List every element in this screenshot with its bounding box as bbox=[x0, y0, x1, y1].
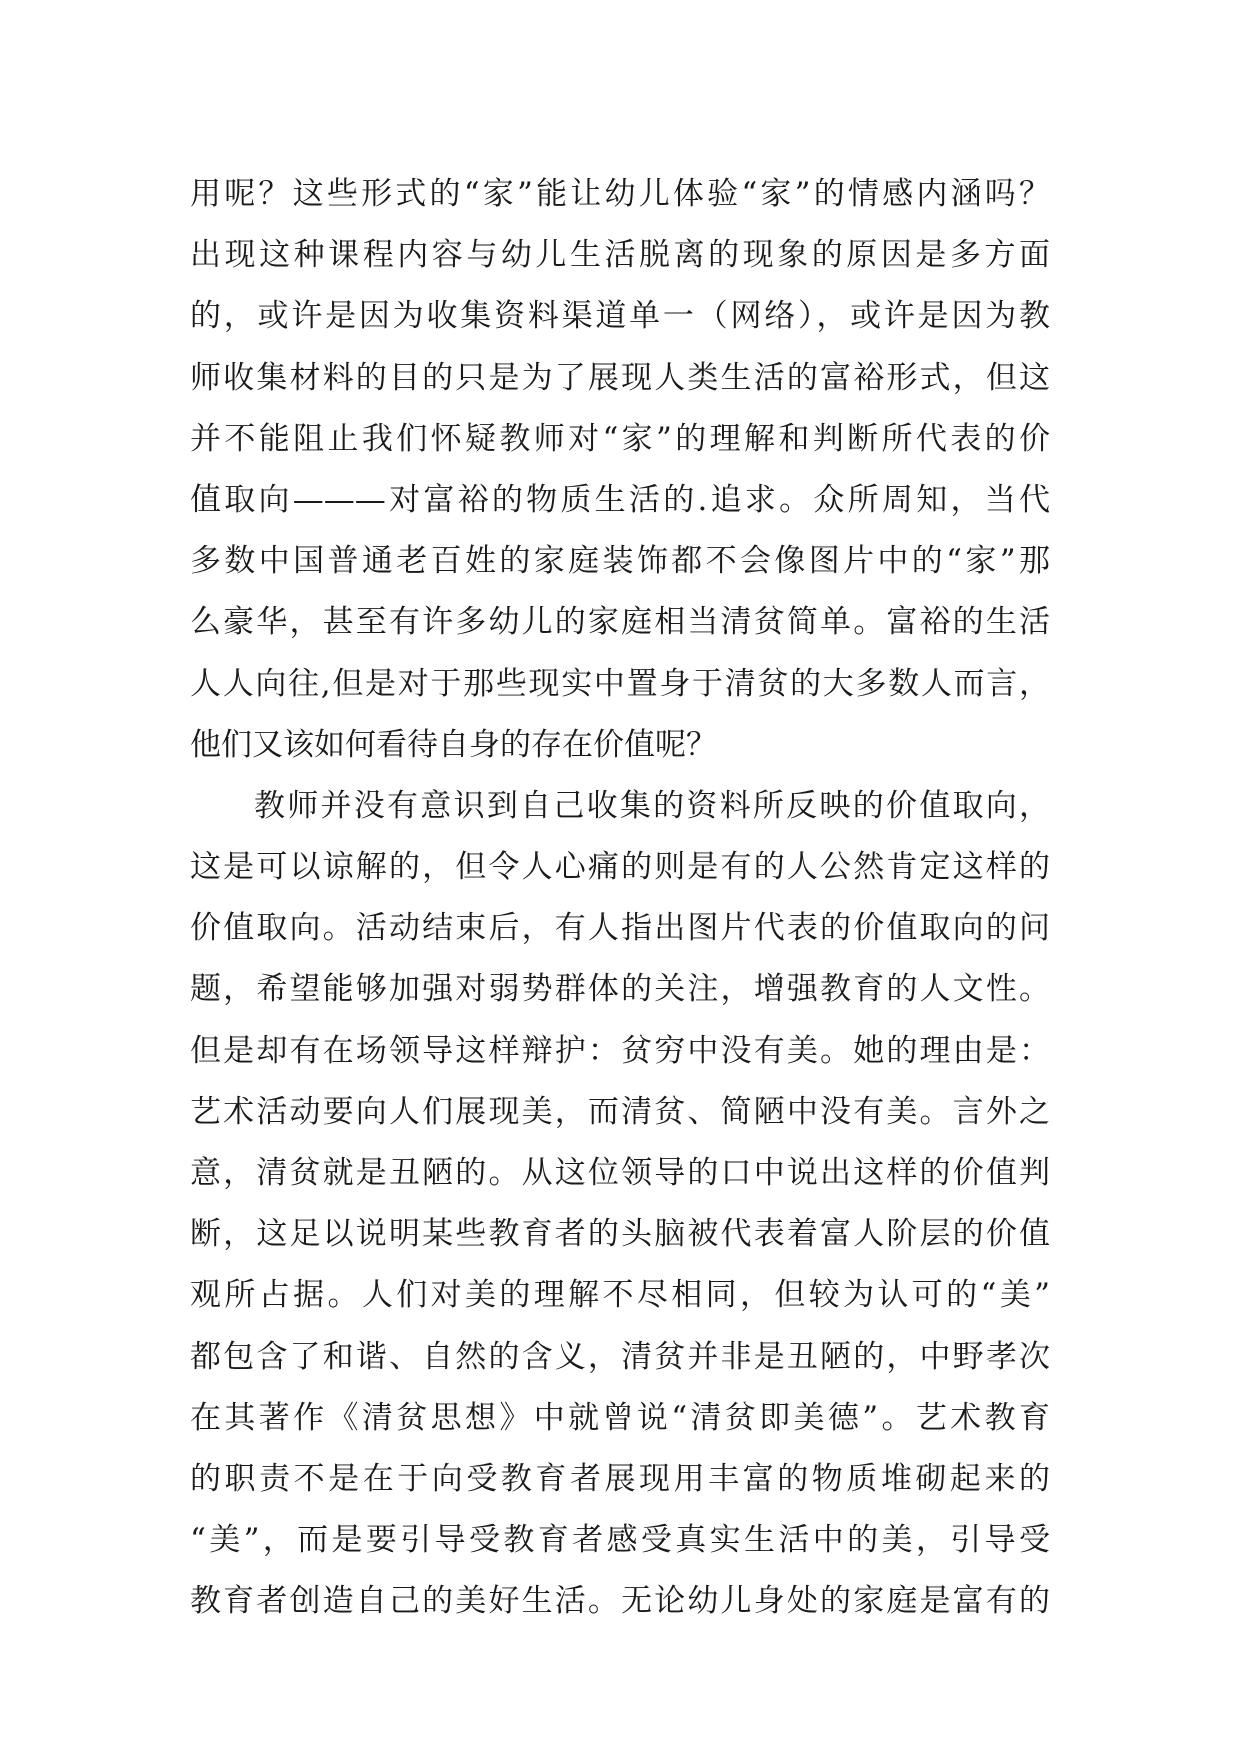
text-line: 教育者创造自己的美好生活。无论幼儿身处的家庭是富有的 bbox=[190, 1583, 1050, 1620]
text-line: 的职责不是在于向受教育者展现用丰富的物质堆砌起来的 bbox=[190, 1460, 1050, 1497]
text-line: 么豪华，甚至有许多幼儿的家庭相当清贫简单。富裕的生活 bbox=[190, 604, 1050, 641]
text-line: 价值取向。活动结束后，有人指出图片代表的价值取向的问 bbox=[190, 910, 1050, 947]
text-line: 多数中国普通老百姓的家庭装饰都不会像图片中的“家”那 bbox=[190, 543, 1050, 580]
text-line: 值取向———对富裕的物质生活的.追求。众所周知，当代 bbox=[190, 481, 1050, 518]
text-line: 的，或许是因为收集资料渠道单一（网络），或许是因为教 bbox=[190, 298, 1050, 335]
text-line: 都包含了和谐、自然的含义，清贫并非是丑陋的，中野孝次 bbox=[190, 1338, 1050, 1375]
text-line: 出现这种课程内容与幼儿生活脱离的现象的原因是多方面 bbox=[190, 237, 1050, 274]
text-line: 并不能阻止我们怀疑教师对“家”的理解和判断所代表的价 bbox=[190, 420, 1050, 457]
text-line: 观所占据。人们对美的理解不尽相同，但较为认可的“美” bbox=[190, 1277, 1050, 1314]
body-text bbox=[190, 164, 1050, 1633]
text-line: 在其著作《清贫思想》中就曾说“清贫即美德”。艺术教育 bbox=[190, 1399, 1050, 1436]
text-line: 人人向往,但是对于那些现实中置身于清贫的大多数人而言， bbox=[190, 665, 1050, 702]
text-line: 题，希望能够加强对弱势群体的关注，增强教育的人文性。 bbox=[190, 971, 1050, 1008]
text-line: “美”，而是要引导受教育者感受真实生活中的美，引导受 bbox=[190, 1522, 1050, 1559]
paragraph-first-line: 教师并没有意识到自己收集的资料所反映的价值取向， bbox=[254, 787, 1050, 824]
text-line: 这是可以谅解的，但令人心痛的则是有的人公然肯定这样的 bbox=[190, 849, 1050, 886]
text-line: 但是却有在场领导这样辩护：贫穷中没有美。她的理由是： bbox=[190, 1032, 1050, 1069]
text-line: 断，这足以说明某些教育者的头脑被代表着富人阶层的价值 bbox=[190, 1216, 1050, 1253]
text-line: 意，清贫就是丑陋的。从这位领导的口中说出这样的价值判 bbox=[190, 1155, 1050, 1191]
text-line: 师收集材料的目的只是为了展现人类生活的富裕形式，但这 bbox=[190, 359, 1050, 396]
paragraph-end-line: 他们又该如何看待自身的存在价值呢？ bbox=[190, 726, 717, 763]
text-line: 用呢？这些形式的“家”能让幼儿体验“家”的情感内涵吗？ bbox=[190, 176, 1050, 212]
text-line: 艺术活动要向人们展现美，而清贫、简陋中没有美。言外之 bbox=[190, 1093, 1050, 1130]
